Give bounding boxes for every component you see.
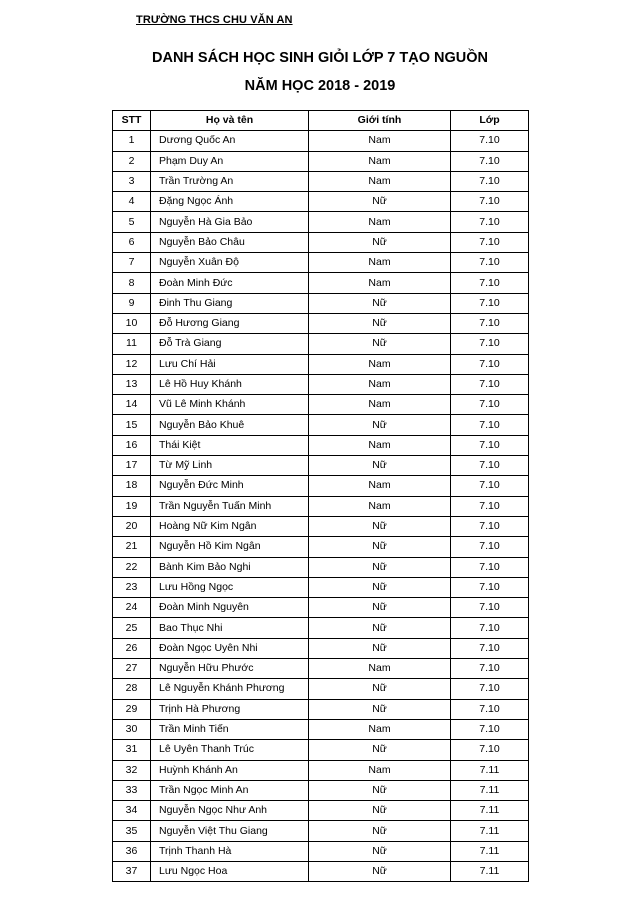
table-row xyxy=(113,699,529,719)
row-gender: Nam xyxy=(309,374,451,394)
row-stt: 20 xyxy=(113,516,151,536)
row-class: 7.10 xyxy=(451,253,529,273)
row-class: 7.10 xyxy=(451,293,529,313)
row-class: 7.10 xyxy=(451,415,529,435)
row-name: Thái Kiệt xyxy=(151,435,309,455)
table-row xyxy=(113,456,529,476)
row-name: Nguyễn Hà Gia Bảo xyxy=(151,212,309,232)
row-name: Trịnh Thanh Hà xyxy=(151,841,309,861)
table-row xyxy=(113,131,529,151)
row-stt: 37 xyxy=(113,861,151,881)
row-name: Đoàn Minh Nguyên xyxy=(151,598,309,618)
row-class: 7.10 xyxy=(451,334,529,354)
table-row xyxy=(113,679,529,699)
row-name: Nguyễn Đức Minh xyxy=(151,476,309,496)
row-stt: 35 xyxy=(113,821,151,841)
row-class: 7.10 xyxy=(451,638,529,658)
table-row xyxy=(113,253,529,273)
row-gender: Nữ xyxy=(309,841,451,861)
row-stt: 31 xyxy=(113,740,151,760)
table-row xyxy=(113,516,529,536)
row-stt: 18 xyxy=(113,476,151,496)
row-class: 7.10 xyxy=(451,374,529,394)
row-gender: Nam xyxy=(309,395,451,415)
row-class: 7.10 xyxy=(451,516,529,536)
row-stt: 29 xyxy=(113,699,151,719)
header-class: Lớp xyxy=(451,111,529,131)
row-stt: 26 xyxy=(113,638,151,658)
row-stt: 24 xyxy=(113,598,151,618)
row-stt: 23 xyxy=(113,577,151,597)
table-row xyxy=(113,232,529,252)
row-gender: Nữ xyxy=(309,415,451,435)
row-gender: Nam xyxy=(309,760,451,780)
table-row xyxy=(113,435,529,455)
row-stt: 33 xyxy=(113,780,151,800)
row-stt: 27 xyxy=(113,659,151,679)
row-class: 7.10 xyxy=(451,659,529,679)
row-name: Lưu Ngọc Hoa xyxy=(151,861,309,881)
row-class: 7.10 xyxy=(451,537,529,557)
table-row xyxy=(113,760,529,780)
table-row xyxy=(113,841,529,861)
row-class: 7.10 xyxy=(451,313,529,333)
row-class: 7.10 xyxy=(451,273,529,293)
row-gender: Nữ xyxy=(309,801,451,821)
row-stt: 25 xyxy=(113,618,151,638)
row-gender: Nam xyxy=(309,719,451,739)
row-class: 7.10 xyxy=(451,456,529,476)
row-class: 7.10 xyxy=(451,192,529,212)
table-row xyxy=(113,334,529,354)
row-name: Trịnh Hà Phương xyxy=(151,699,309,719)
header-name: Họ và tên xyxy=(151,111,309,131)
row-stt: 19 xyxy=(113,496,151,516)
row-stt: 3 xyxy=(113,171,151,191)
row-name: Lê Uyên Thanh Trúc xyxy=(151,740,309,760)
table-row xyxy=(113,740,529,760)
row-name: Đoàn Ngọc Uyên Nhi xyxy=(151,638,309,658)
row-gender: Nữ xyxy=(309,334,451,354)
row-class: 7.10 xyxy=(451,719,529,739)
row-class: 7.10 xyxy=(451,598,529,618)
row-name: Phạm Duy An xyxy=(151,151,309,171)
row-class: 7.10 xyxy=(451,232,529,252)
row-gender: Nữ xyxy=(309,821,451,841)
row-class: 7.11 xyxy=(451,780,529,800)
row-name: Lưu Chí Hải xyxy=(151,354,309,374)
row-class: 7.10 xyxy=(451,740,529,760)
row-class: 7.10 xyxy=(451,171,529,191)
row-name: Trần Nguyễn Tuấn Minh xyxy=(151,496,309,516)
table-row xyxy=(113,273,529,293)
row-class: 7.10 xyxy=(451,212,529,232)
row-stt: 6 xyxy=(113,232,151,252)
row-gender: Nam xyxy=(309,253,451,273)
row-gender: Nữ xyxy=(309,456,451,476)
row-stt: 7 xyxy=(113,253,151,273)
table-row xyxy=(113,861,529,881)
row-name: Trần Ngọc Minh An xyxy=(151,780,309,800)
row-stt: 8 xyxy=(113,273,151,293)
school-year: NĂM HỌC 2018 - 2019 xyxy=(244,78,396,94)
row-class: 7.10 xyxy=(451,151,529,171)
row-name: Nguyễn Xuân Độ xyxy=(151,253,309,273)
row-stt: 10 xyxy=(113,313,151,333)
row-name: Nguyễn Ngọc Như Anh xyxy=(151,801,309,821)
row-class: 7.11 xyxy=(451,841,529,861)
row-name: Đỗ Trà Giang xyxy=(151,334,309,354)
row-class: 7.10 xyxy=(451,435,529,455)
table-row xyxy=(113,212,529,232)
row-gender: Nam xyxy=(309,131,451,151)
row-stt: 14 xyxy=(113,395,151,415)
table-row xyxy=(113,192,529,212)
row-name: Trần Minh Tiến xyxy=(151,719,309,739)
row-gender: Nữ xyxy=(309,638,451,658)
row-name: Vũ Lê Minh Khánh xyxy=(151,395,309,415)
table-row xyxy=(113,577,529,597)
row-gender: Nữ xyxy=(309,192,451,212)
row-stt: 11 xyxy=(113,334,151,354)
row-name: Đỗ Hương Giang xyxy=(151,313,309,333)
row-stt: 13 xyxy=(113,374,151,394)
school-name: TRƯỜNG THCS CHU VĂN AN xyxy=(136,14,293,26)
row-name: Dương Quốc An xyxy=(151,131,309,151)
table-row xyxy=(113,496,529,516)
row-stt: 17 xyxy=(113,456,151,476)
table-row xyxy=(113,598,529,618)
row-gender: Nam xyxy=(309,212,451,232)
table-row xyxy=(113,354,529,374)
row-stt: 1 xyxy=(113,131,151,151)
row-name: Bành Kim Bảo Nghi xyxy=(151,557,309,577)
header-gender: Giới tính xyxy=(309,111,451,131)
row-stt: 36 xyxy=(113,841,151,861)
row-class: 7.10 xyxy=(451,699,529,719)
table-row xyxy=(113,659,529,679)
row-gender: Nữ xyxy=(309,780,451,800)
table-row xyxy=(113,151,529,171)
row-class: 7.11 xyxy=(451,760,529,780)
row-class: 7.10 xyxy=(451,618,529,638)
row-gender: Nữ xyxy=(309,557,451,577)
row-gender: Nữ xyxy=(309,861,451,881)
row-stt: 2 xyxy=(113,151,151,171)
table-row xyxy=(113,801,529,821)
row-gender: Nữ xyxy=(309,293,451,313)
document-title: DANH SÁCH HỌC SINH GIỎI LỚP 7 TẠO NGUỒN xyxy=(152,50,488,66)
row-gender: Nam xyxy=(309,659,451,679)
row-name: Nguyễn Bảo Khuê xyxy=(151,415,309,435)
row-class: 7.10 xyxy=(451,131,529,151)
row-name: Nguyễn Bảo Châu xyxy=(151,232,309,252)
row-gender: Nữ xyxy=(309,699,451,719)
student-table xyxy=(112,110,529,882)
row-gender: Nam xyxy=(309,354,451,374)
row-gender: Nam xyxy=(309,476,451,496)
row-stt: 30 xyxy=(113,719,151,739)
table-row xyxy=(113,557,529,577)
row-name: Nguyễn Hữu Phước xyxy=(151,659,309,679)
row-gender: Nữ xyxy=(309,740,451,760)
row-gender: Nữ xyxy=(309,679,451,699)
row-gender: Nam xyxy=(309,171,451,191)
table-row xyxy=(113,537,529,557)
row-name: Lê Nguyễn Khánh Phương xyxy=(151,679,309,699)
row-class: 7.10 xyxy=(451,679,529,699)
row-name: Trần Trường An xyxy=(151,171,309,191)
row-gender: Nam xyxy=(309,273,451,293)
row-stt: 4 xyxy=(113,192,151,212)
row-gender: Nam xyxy=(309,151,451,171)
row-class: 7.10 xyxy=(451,476,529,496)
row-stt: 34 xyxy=(113,801,151,821)
table-row xyxy=(113,313,529,333)
row-name: Đoàn Minh Đức xyxy=(151,273,309,293)
row-stt: 32 xyxy=(113,760,151,780)
row-gender: Nữ xyxy=(309,537,451,557)
row-name: Từ Mỹ Linh xyxy=(151,456,309,476)
row-stt: 28 xyxy=(113,679,151,699)
row-gender: Nữ xyxy=(309,618,451,638)
row-class: 7.11 xyxy=(451,861,529,881)
table-row xyxy=(113,374,529,394)
table-header-row xyxy=(113,111,529,131)
row-name: Nguyễn Hồ Kim Ngân xyxy=(151,537,309,557)
row-stt: 12 xyxy=(113,354,151,374)
table-row xyxy=(113,395,529,415)
row-name: Huỳnh Khánh An xyxy=(151,760,309,780)
row-stt: 9 xyxy=(113,293,151,313)
table-row xyxy=(113,821,529,841)
table-row xyxy=(113,780,529,800)
table-row xyxy=(113,415,529,435)
table-row xyxy=(113,618,529,638)
row-name: Hoàng Nữ Kim Ngân xyxy=(151,516,309,536)
table-row xyxy=(113,476,529,496)
row-name: Nguyễn Việt Thu Giang xyxy=(151,821,309,841)
row-gender: Nam xyxy=(309,435,451,455)
table-row xyxy=(113,293,529,313)
row-name: Đinh Thu Giang xyxy=(151,293,309,313)
row-name: Đặng Ngọc Ánh xyxy=(151,192,309,212)
row-stt: 5 xyxy=(113,212,151,232)
row-gender: Nam xyxy=(309,496,451,516)
row-stt: 16 xyxy=(113,435,151,455)
row-class: 7.10 xyxy=(451,354,529,374)
table-row xyxy=(113,171,529,191)
row-name: Bao Thục Nhi xyxy=(151,618,309,638)
row-gender: Nữ xyxy=(309,577,451,597)
header-stt: STT xyxy=(113,111,151,131)
row-gender: Nữ xyxy=(309,516,451,536)
row-stt: 22 xyxy=(113,557,151,577)
row-class: 7.10 xyxy=(451,577,529,597)
row-class: 7.10 xyxy=(451,395,529,415)
row-gender: Nữ xyxy=(309,598,451,618)
row-class: 7.10 xyxy=(451,496,529,516)
row-name: Lưu Hồng Ngọc xyxy=(151,577,309,597)
row-class: 7.10 xyxy=(451,557,529,577)
row-stt: 21 xyxy=(113,537,151,557)
row-gender: Nữ xyxy=(309,313,451,333)
row-class: 7.11 xyxy=(451,801,529,821)
table-row xyxy=(113,719,529,739)
row-name: Lê Hồ Huy Khánh xyxy=(151,374,309,394)
row-gender: Nữ xyxy=(309,232,451,252)
row-class: 7.11 xyxy=(451,821,529,841)
table-row xyxy=(113,638,529,658)
row-stt: 15 xyxy=(113,415,151,435)
